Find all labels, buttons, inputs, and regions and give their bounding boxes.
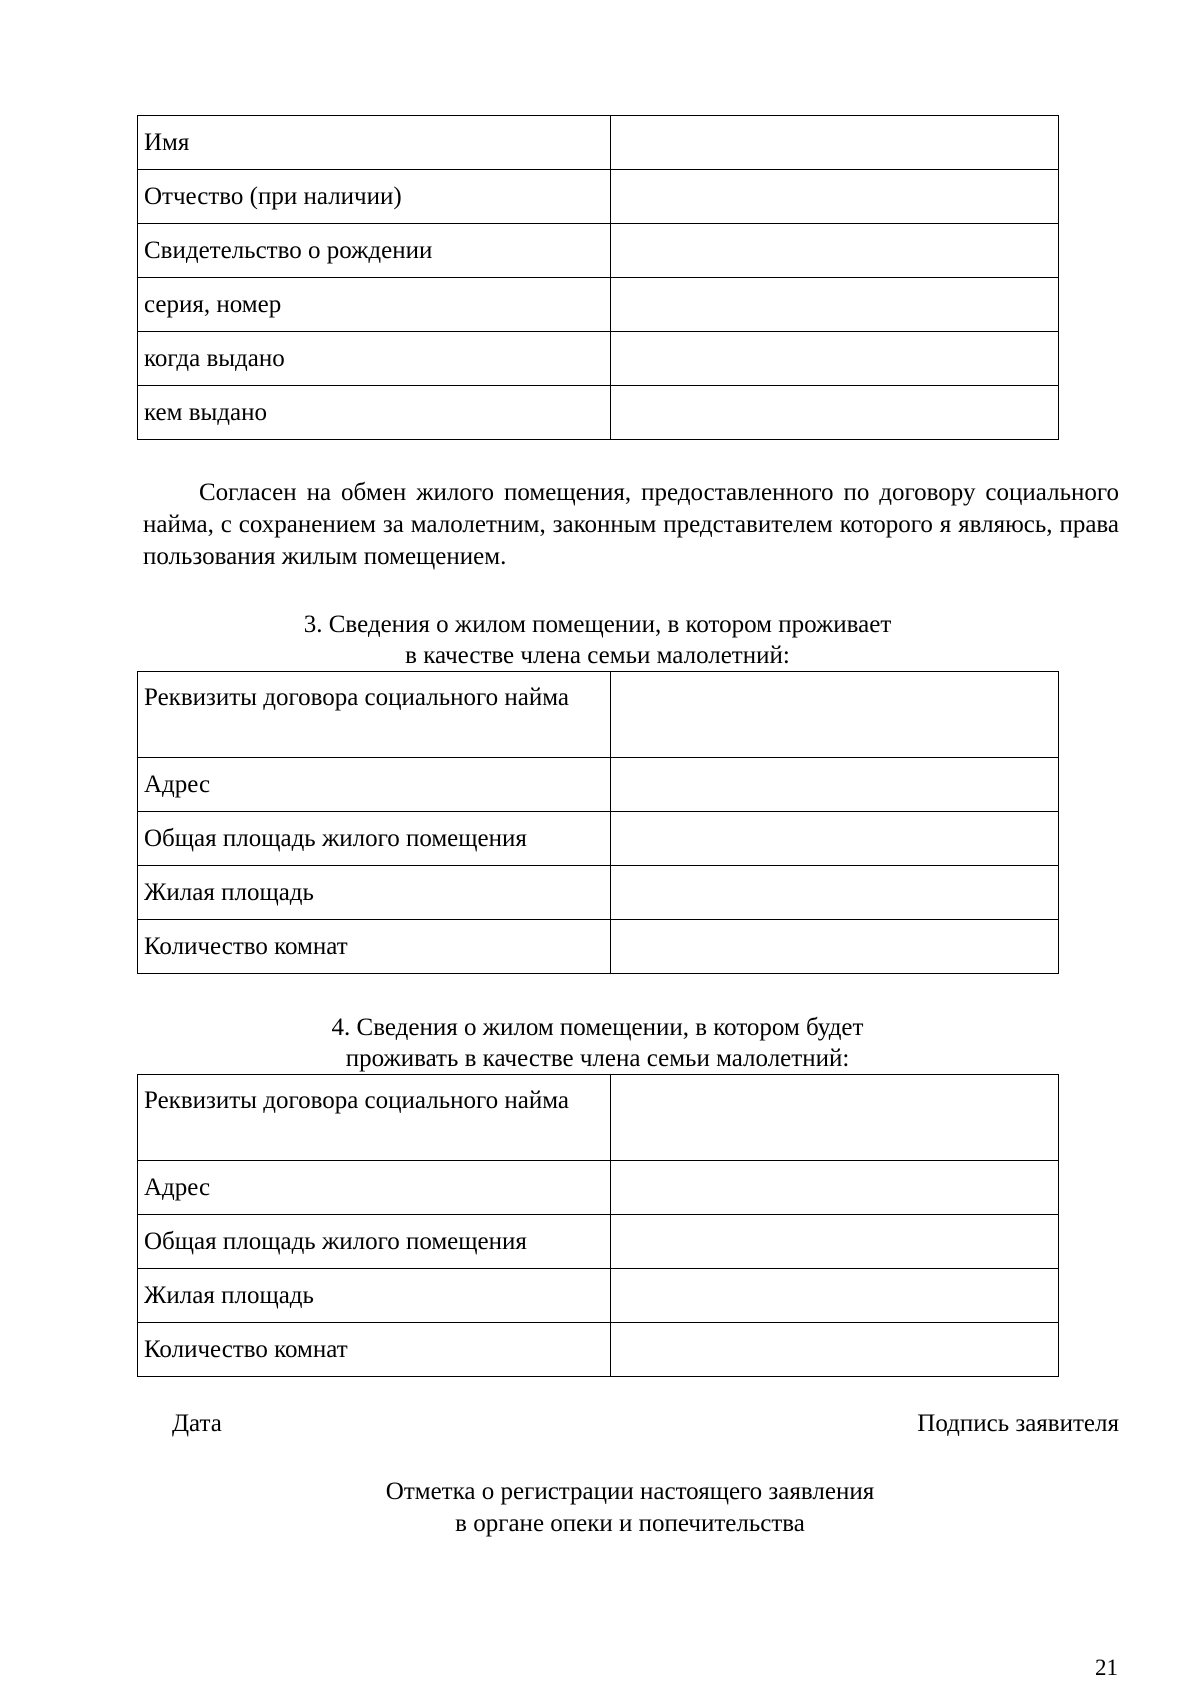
row-label-first-name: Имя: [138, 116, 611, 170]
table-row: [138, 758, 1059, 812]
row-label-room-count: Количество комнат: [138, 1323, 611, 1377]
consent-paragraph: Согласен на обмен жилого помещения, предоставленного по договору социального найма, с сохранением за малолетним, законным представителем которого я являюсь, права пользования жилым помещением.: [143, 479, 1119, 570]
future-address-field[interactable]: [611, 1161, 1059, 1215]
section-4-heading-line-2: проживать в качестве члена семьи малолетний:: [345, 1045, 850, 1072]
patronymic-field[interactable]: [611, 170, 1059, 224]
birth-certificate-field[interactable]: [611, 224, 1059, 278]
table-row: [138, 866, 1059, 920]
section-3-heading-line-1: 3. Сведения о жилом помещении, в котором проживает: [303, 611, 892, 638]
row-label-living-area: Жилая площадь: [138, 1269, 611, 1323]
table-row: [138, 386, 1059, 440]
section-3-heading-line-2: в качестве члена семьи малолетний:: [405, 642, 790, 669]
current-housing-table: [137, 671, 1059, 974]
row-label-total-area: Общая площадь жилого помещения: [138, 1215, 611, 1269]
series-number-field[interactable]: [611, 278, 1059, 332]
table-row: [138, 920, 1059, 974]
section-4-heading: [137, 1012, 1058, 1074]
table-row: [138, 812, 1059, 866]
child-info-table: [137, 115, 1059, 440]
current-living-area-field[interactable]: [611, 866, 1059, 920]
row-label-issued-by: кем выдано: [138, 386, 611, 440]
registration-note-line-1: Отметка о регистрации настоящего заявления: [385, 1478, 875, 1505]
issue-date-field[interactable]: [611, 332, 1059, 386]
future-housing-table: [137, 1074, 1059, 1377]
table-row: [138, 1075, 1059, 1161]
row-label-issue-date: когда выдано: [138, 332, 611, 386]
registration-note: [137, 1476, 1123, 1540]
section-3-heading: [137, 609, 1058, 671]
row-label-living-area: Жилая площадь: [138, 866, 611, 920]
table-row: [138, 1215, 1059, 1269]
current-room-count-field[interactable]: [611, 920, 1059, 974]
issued-by-field[interactable]: [611, 386, 1059, 440]
row-label-lease-details: Реквизиты договора социального найма: [138, 672, 611, 758]
row-label-lease-details: Реквизиты договора социального найма: [138, 1075, 611, 1161]
row-label-birth-certificate: Свидетельство о рождении: [138, 224, 611, 278]
table-row: [138, 116, 1059, 170]
table-row: [138, 1269, 1059, 1323]
future-total-area-field[interactable]: [611, 1215, 1059, 1269]
applicant-signature-label: Подпись заявителя: [917, 1410, 1119, 1437]
current-total-area-field[interactable]: [611, 812, 1059, 866]
future-living-area-field[interactable]: [611, 1269, 1059, 1323]
table-row: [138, 170, 1059, 224]
row-label-series-number: серия, номер: [138, 278, 611, 332]
row-label-address: Адрес: [138, 758, 611, 812]
future-lease-details-field[interactable]: [611, 1075, 1059, 1161]
future-room-count-field[interactable]: [611, 1323, 1059, 1377]
row-label-total-area: Общая площадь жилого помещения: [138, 812, 611, 866]
page-number: 21: [1095, 1655, 1118, 1680]
section-4-heading-line-1: 4. Сведения о жилом помещении, в котором будет: [331, 1014, 864, 1041]
table-row: [138, 1323, 1059, 1377]
table-row: [138, 278, 1059, 332]
table-row: [138, 1161, 1059, 1215]
table-row: [138, 224, 1059, 278]
current-address-field[interactable]: [611, 758, 1059, 812]
registration-note-line-2: в органе опеки и попечительства: [455, 1510, 805, 1537]
row-label-patronymic: Отчество (при наличии): [138, 170, 611, 224]
table-row: [138, 332, 1059, 386]
table-row: [138, 672, 1059, 758]
date-label: Дата: [172, 1410, 222, 1437]
row-label-room-count: Количество комнат: [138, 920, 611, 974]
first-name-field[interactable]: [611, 116, 1059, 170]
current-lease-details-field[interactable]: [611, 672, 1059, 758]
row-label-address: Адрес: [138, 1161, 611, 1215]
